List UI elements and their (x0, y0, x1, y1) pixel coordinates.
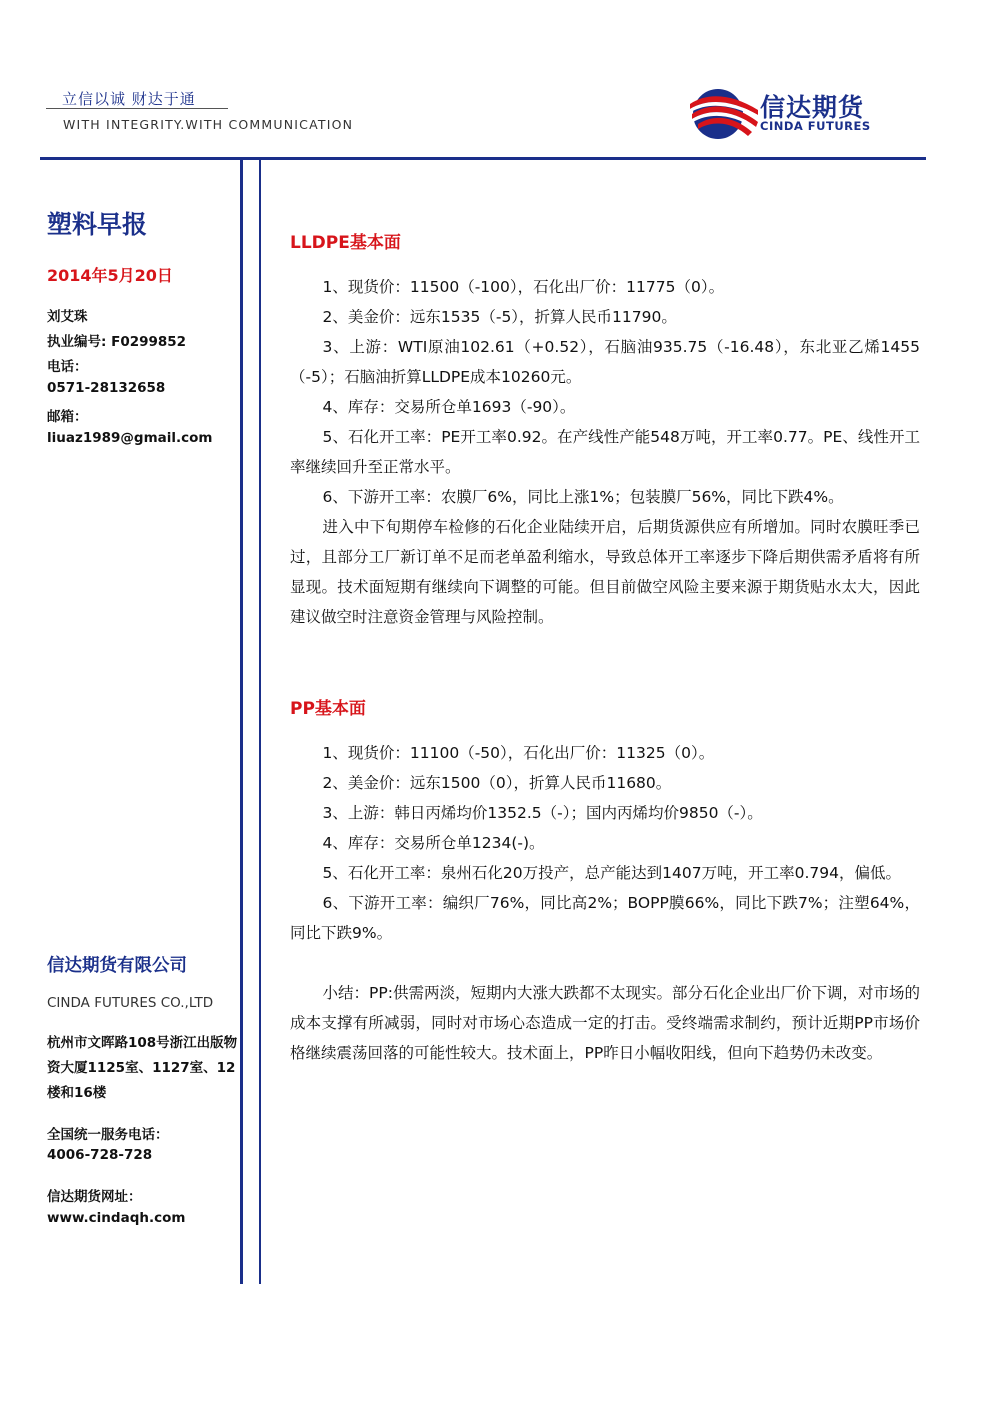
lldpe-section (290, 228, 920, 632)
company-name-chinese: 信达期货有限公司 (47, 956, 187, 976)
pp-downstream: 6、下游开工率：编织厂76%，同比高2%；BOPP膜66%，同比下跌7%；注塑64%，同比下跌9%。 (290, 894, 920, 942)
lldpe-section-title: LLDPE基本面 (290, 233, 401, 253)
company-name-english: CINDA FUTURES CO.,LTD (47, 995, 214, 1011)
website-label: 信达期货网址： (47, 1189, 142, 1205)
slogan-divider (46, 108, 228, 109)
lldpe-downstream: 6、下游开工率：农膜厂6%，同比上涨1%；包装膜厂56%，同比下跌4%。 (322, 488, 844, 506)
main-content (290, 228, 920, 1068)
author-name: 刘艾珠 (47, 309, 88, 325)
phone-number: 0571-28132658 (47, 380, 166, 396)
cinda-logo-icon (688, 84, 760, 142)
slogan-english: WITH INTEGRITY.WITH COMMUNICATION (63, 117, 354, 132)
pp-upstream: 3、上游：韩日丙烯均价1352.5（-）；国内丙烯均价9850（-）。 (322, 804, 763, 822)
logo-wordmark-chinese: 信达期货 (760, 93, 865, 122)
pp-section-title: PP基本面 (290, 699, 366, 719)
lldpe-operating-rate: 5、石化开工率：PE开工率0.92。在产线性产能548万吨，开工率0.77。PE、线性开工率继续回升至正常水平。 (290, 428, 920, 476)
lldpe-usd-price: 2、美金价：远东1535（-5），折算人民币11790。 (322, 308, 677, 326)
hotline-number: 4006-728-728 (47, 1147, 153, 1163)
sidebar-divider (240, 160, 243, 1284)
hotline-label: 全国统一服务电话： (47, 1127, 169, 1143)
phone-label: 电话： (47, 359, 88, 375)
company-address: 杭州市文晖路108号浙江出版物资大厦1125室、1127室、12楼和16楼 (47, 1035, 238, 1101)
logo-wordmark-english: CINDA FUTURES (760, 119, 871, 133)
lldpe-upstream: 3、上游：WTI原油102.61（+0.52），石脑油935.75（-16.48），东北亚乙烯1455（-5）；石脑油折算LLDPE成本10260元。 (290, 338, 920, 386)
header-rule (40, 157, 926, 160)
pp-operating-rate: 5、石化开工率：泉州石化20万投产，总产能达到1407万吨，开工率0.794，偏低。 (322, 864, 901, 882)
content-divider (259, 160, 261, 1284)
pp-section (290, 694, 920, 1068)
lldpe-spot-price: 1、现货价：11500（-100），石化出厂价：11775（0）。 (322, 278, 725, 296)
lldpe-inventory: 4、库存：交易所仓单1693（-90）。 (322, 398, 576, 416)
website-link[interactable]: www.cindaqh.com (47, 1210, 186, 1226)
pp-usd-price: 2、美金价：远东1500（0），折算人民币11680。 (322, 774, 672, 792)
pp-summary: 小结：PP:供需两淡，短期内大涨大跌都不太现实。部分石化企业出厂价下调，对市场的成本支撑有所减弱，同时对市场心态造成一定的打击。受终端需求制约，预计近期PP市场价格继续震荡回落的可能性较大。技术面上，PP昨日小幅收阳线，但向下趋势仍未改变。 (290, 984, 920, 1062)
pp-inventory: 4、库存：交易所仓单1234(-)。 (322, 834, 545, 852)
report-title: 塑料早报 (47, 210, 148, 239)
lldpe-analysis: 进入中下旬期停车检修的石化企业陆续开启，后期货源供应有所增加。同时农膜旺季已过，且部分工厂新订单不足而老单盈利缩水，导致总体开工率逐步下降后期供需矛盾将有所显现。技术面短期有继续向下调整的可能。但目前做空风险主要来源于期货贴水太大，因此建议做空时注意资金管理与风险控制。 (290, 518, 920, 626)
email-label: 邮箱： (47, 409, 88, 425)
email-address[interactable]: liuaz1989@gmail.com (47, 430, 213, 446)
report-date: 2014年5月20日 (47, 266, 173, 285)
pp-spot-price: 1、现货价：11100（-50），石化出厂价：11325（0）。 (322, 744, 715, 762)
license-number: 执业编号: F0299852 (47, 334, 187, 350)
slogan-chinese: 立信以诚 财达于通 (62, 90, 196, 108)
